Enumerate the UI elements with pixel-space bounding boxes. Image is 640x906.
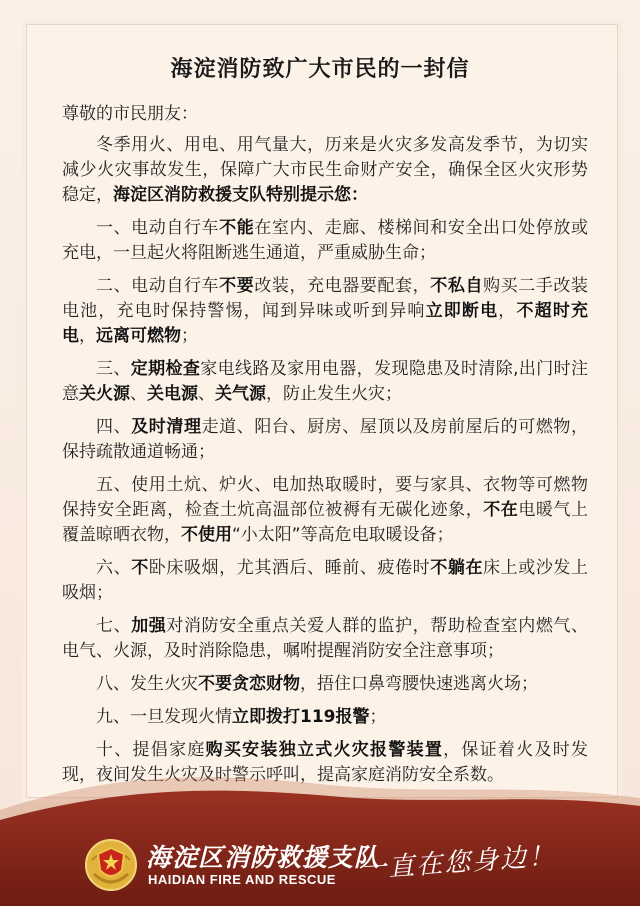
intro-text: 冬季用火、用电、用气量大，历来是火灾多发高发季节，为切实减少火灾事故发生，保障广大市民生命财产安全，确保全区火灾形势稳定， [62, 135, 588, 205]
fire-rescue-emblem-icon [84, 838, 138, 892]
org-name-cn: 海淀区消防救援支队 [146, 843, 381, 872]
intro-paragraph [62, 133, 588, 208]
letter-body [62, 102, 588, 796]
list-item: 二、电动自行车不要改装，充电器要配套，不私自购买二手改装电池，充电时保持警惕，闻到异味或听到异响立即断电，不超时充电，远离可燃物； [62, 276, 589, 346]
list-item: 五、使用土炕、炉火、电加热取暖时，要与家具、衣物等可燃物保持安全距离，检查土炕高温部位被褥有无碳化迹象，不在电暖气上覆盖晾晒衣物，不使用“小太阳”等高危电取暖设备； [62, 475, 589, 545]
list-item: 十、提倡家庭购买安装独立式火灾报警装置，保证着火及时发现，夜间发生火灾及时警示呼叫，提高家庭消防安全系数。 [62, 740, 589, 785]
list-item: 一、电动自行车不能在室内、走廊、楼梯间和安全出口处停放或充电，一旦起火将阻断逃生通道，严重威胁生命； [62, 218, 589, 263]
list-item: 八、发生火灾不要贪恋财物，捂住口鼻弯腰快速逃离火场； [96, 674, 538, 694]
intro-bold-text: 海淀区消防救援支队特别提示您： [113, 185, 368, 205]
page-title: 海淀消防致广大市民的一封信 [170, 57, 470, 82]
list-item: 九、一旦发现火情立即拨打119报警； [96, 707, 387, 727]
list-item: 六、不卧床吸烟，尤其酒后、睡前、疲倦时不躺在床上或沙发上吸烟； [62, 558, 589, 603]
greeting: 尊敬的市民朋友： [62, 104, 198, 124]
list-item: 三、定期检查家电线路及家用电器，发现隐患及时清除,出门时注意关火源、关电源、关气源，防止发生火灾； [62, 359, 589, 404]
list-item: 七、加强对消防安全重点关爱人群的监护，帮助检查室内燃气、电气、火源，及时消除隐患，嘱咐提醒消防安全注意事项； [62, 616, 589, 661]
org-name-en: HAIDIAN FIRE AND RESCUE [148, 872, 336, 887]
list-item: 四、及时清理走道、阳台、厨房、屋顶以及房前屋后的可燃物，保持疏散通道畅通； [62, 417, 589, 462]
slogan-text: 一直在您身边！ [359, 841, 557, 885]
